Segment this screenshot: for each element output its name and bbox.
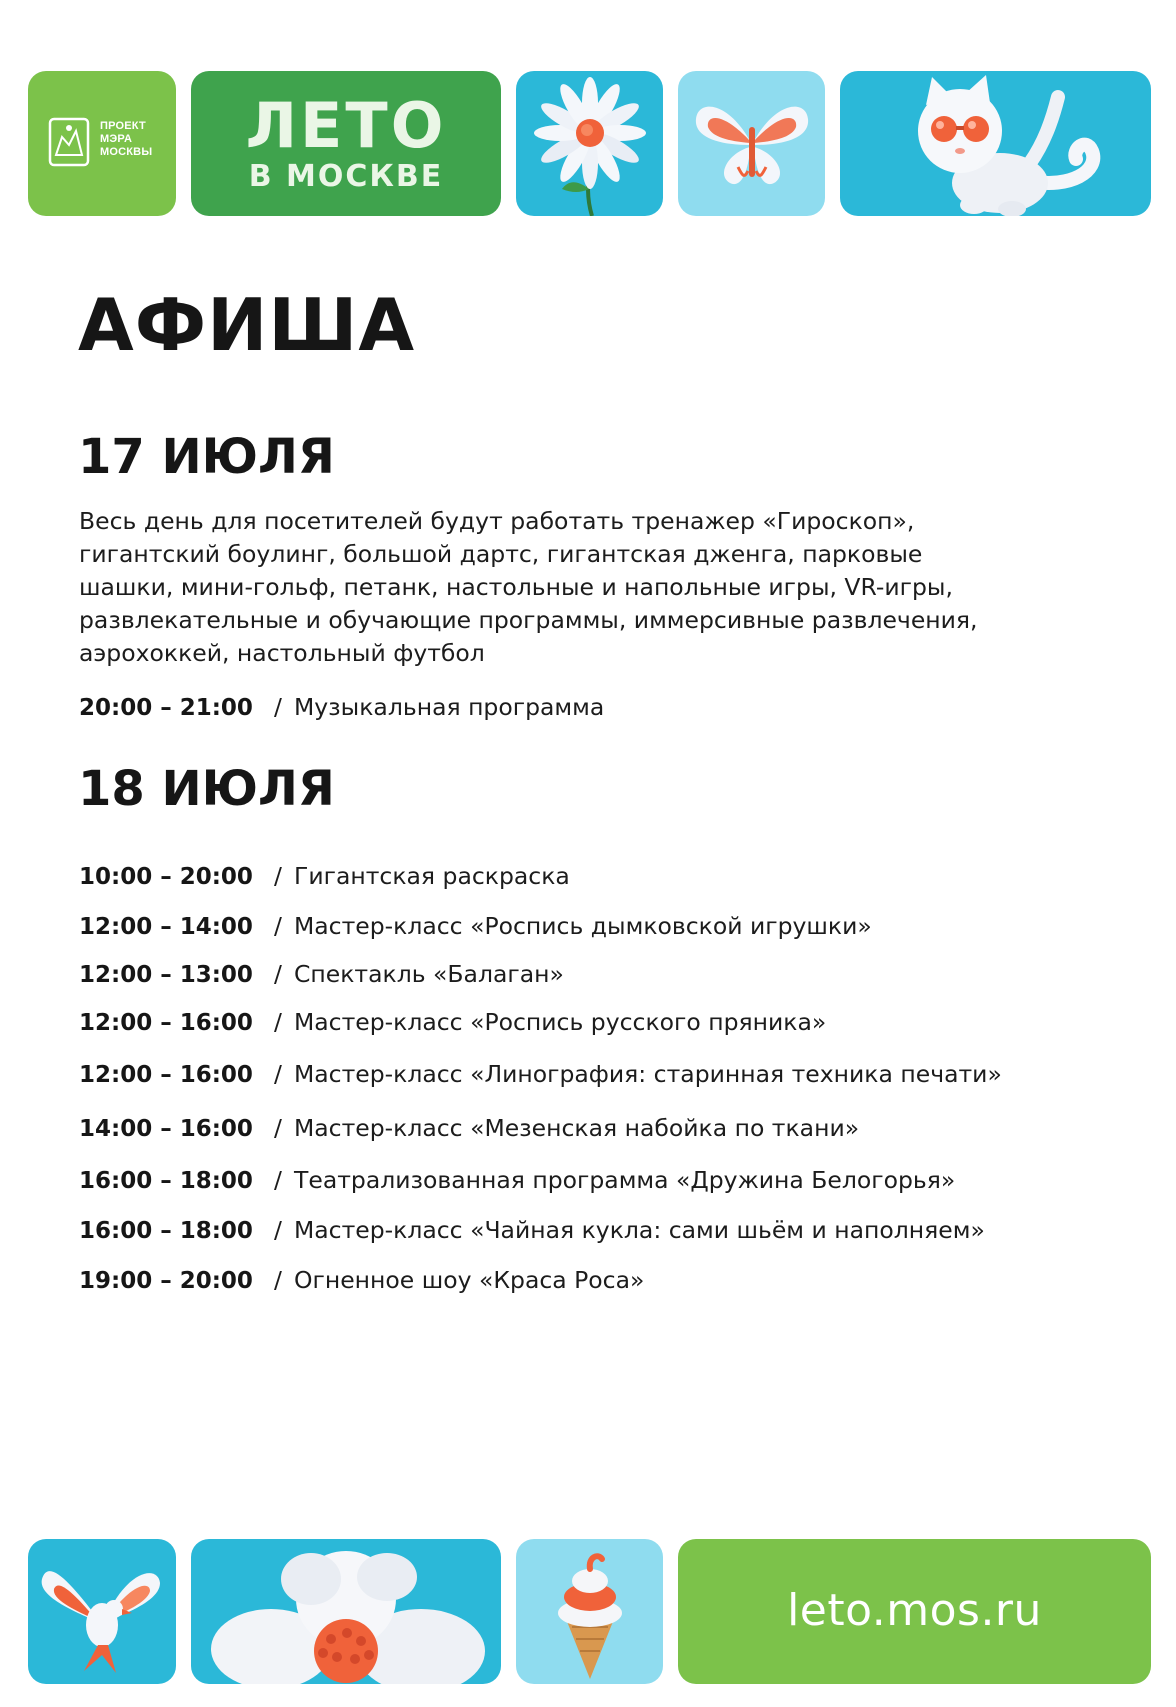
separator: / xyxy=(274,1060,282,1088)
day-title-17-july: 17 ИЮЛЯ xyxy=(78,429,335,485)
schedule-row xyxy=(79,910,872,942)
event-label: Мастер-класс «Чайная кукла: сами шьём и наполняем» xyxy=(294,1216,985,1244)
cat-image xyxy=(840,71,1151,216)
day-title-18-july: 18 ИЮЛЯ xyxy=(78,761,335,817)
event-time: 16:00 – 18:00 xyxy=(79,1168,253,1194)
logo-text: ПРОЕКТ МЭРА МОСКВЫ xyxy=(100,120,153,158)
butterfly-icon xyxy=(678,71,825,216)
event-label: Мастер-класс «Роспись русского пряника» xyxy=(294,1008,827,1036)
page-title: АФИША xyxy=(78,283,416,367)
cat-in-sunglasses-icon xyxy=(840,71,1151,216)
event-label: Спектакль «Балаган» xyxy=(294,960,564,988)
event-time: 12:00 – 16:00 xyxy=(79,1010,253,1036)
schedule-row xyxy=(79,1264,644,1296)
event-time: 10:00 – 20:00 xyxy=(79,864,253,890)
schedule-row xyxy=(79,1164,955,1196)
website-link[interactable]: leto.mos.ru xyxy=(787,1585,1042,1636)
moscow-emblem-icon xyxy=(48,117,90,167)
schedule-row xyxy=(79,958,564,990)
separator: / xyxy=(274,862,282,890)
event-time: 19:00 – 20:00 xyxy=(79,1268,253,1294)
ice-cream-image xyxy=(516,1539,663,1684)
brand-subtitle: В МОСКВЕ xyxy=(248,159,444,194)
event-label: Театрализованная программа «Дружина Белогорья» xyxy=(294,1166,956,1194)
event-label: Огненное шоу «Краса Роса» xyxy=(294,1266,645,1294)
brand-title: ЛЕТО xyxy=(245,89,447,162)
ice-cream-icon xyxy=(516,1539,663,1684)
event-label: Музыкальная программа xyxy=(294,693,605,721)
bird-icon xyxy=(28,1539,176,1684)
day-description: Весь день для посетителей будут работать тренажер «Гироскоп», гигантский боулинг, большой дартс, гигантская дженга, парковые шашки, мини-гольф, петанк, настольные и напольные игры, VR-игры, развлекательные и обучающие программы, иммерсивные развлечения, аэрохоккей, настольный футбол xyxy=(79,507,978,667)
separator: / xyxy=(274,1266,282,1294)
blossom-image xyxy=(191,1539,501,1684)
event-time: 12:00 – 16:00 xyxy=(79,1062,253,1088)
mayor-project-logo xyxy=(28,71,176,216)
daisy-icon xyxy=(516,71,663,216)
blossom-icon xyxy=(191,1539,501,1684)
event-time: 12:00 – 14:00 xyxy=(79,914,253,940)
schedule-row xyxy=(79,1214,985,1246)
separator: / xyxy=(274,1114,282,1142)
event-time: 14:00 – 16:00 xyxy=(79,1116,253,1142)
separator: / xyxy=(274,1008,282,1036)
website-banner[interactable] xyxy=(678,1539,1151,1684)
separator: / xyxy=(274,960,282,988)
event-label: Гигантская раскраска xyxy=(294,862,570,890)
leto-v-moskve-brand xyxy=(191,71,501,216)
separator: / xyxy=(274,693,282,721)
schedule-row xyxy=(79,860,570,892)
event-time: 12:00 – 13:00 xyxy=(79,962,253,988)
separator: / xyxy=(274,912,282,940)
schedule-row xyxy=(79,1058,1002,1090)
bird-image xyxy=(28,1539,176,1684)
schedule-row xyxy=(79,1112,859,1144)
event-time: 16:00 – 18:00 xyxy=(79,1218,253,1244)
schedule-row xyxy=(79,691,604,723)
event-time: 20:00 – 21:00 xyxy=(79,695,253,721)
event-label: Мастер-класс «Мезенская набойка по ткани» xyxy=(294,1114,860,1142)
event-label: Мастер-класс «Линография: старинная техника печати» xyxy=(294,1060,1002,1088)
event-label: Мастер-класс «Роспись дымковской игрушки» xyxy=(294,912,872,940)
separator: / xyxy=(274,1216,282,1244)
separator: / xyxy=(274,1166,282,1194)
butterfly-image xyxy=(678,71,825,216)
daisy-image xyxy=(516,71,663,216)
schedule-row xyxy=(79,1006,826,1038)
